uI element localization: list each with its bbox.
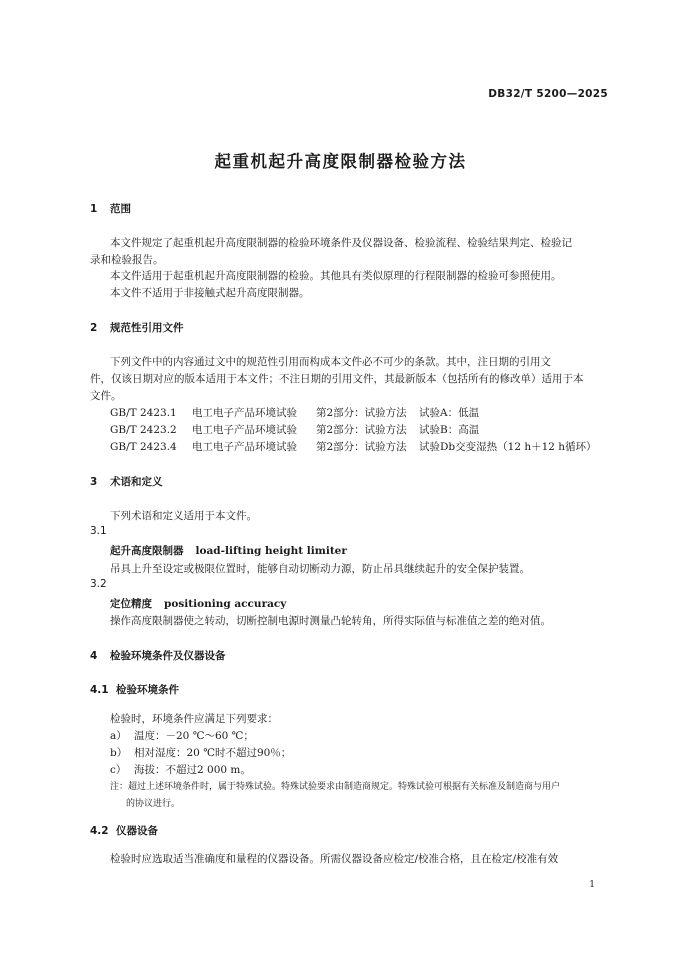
section-number: 3 bbox=[90, 476, 98, 488]
section-number: 2 bbox=[90, 322, 98, 334]
section-number: 1 bbox=[90, 203, 98, 215]
paragraph: 本文件适用于起重机起升高度限制器的检验。其他具有类似原理的行程限制器的检验可参照使用。 bbox=[110, 270, 562, 282]
paragraph: 本文件规定了起重机起升高度限制器的检验环境条件及仪器设备、检验流程、检验结果判定、检验记 bbox=[110, 237, 572, 249]
document-title: 起重机起升高度限制器检验方法 bbox=[214, 152, 467, 171]
page-number: 1 bbox=[589, 880, 595, 890]
section-2-heading bbox=[90, 320, 184, 335]
subsection-4-2-heading: 4.2 仪器设备 bbox=[90, 825, 158, 837]
section-title: 检验环境条件及仪器设备 bbox=[110, 650, 226, 662]
section-3-heading bbox=[90, 474, 163, 489]
paragraph: 件，仅该日期对应的版本适用于本文件；不注日期的引用文件，其最新版本（包括所有的修改单）适用于本 bbox=[90, 373, 584, 385]
term-definition: 吊具上升至设定或极限位置时，能够自动切断动力源，防止吊具继续起升的安全保护装置。 bbox=[110, 563, 530, 575]
paragraph: 下列文件中的内容通过文中的规范性引用而构成本文件必不可少的条款。其中，注日期的引用文 bbox=[110, 356, 551, 368]
term-definition: 操作高度限制器使之转动，切断控制电源时测量凸轮转角，所得实际值与标准值之差的绝对值。 bbox=[110, 615, 551, 627]
list-item: c） 海拔：不超过2 000 m。 bbox=[110, 764, 251, 776]
paragraph: 下列术语和定义适用于本文件。 bbox=[110, 510, 257, 522]
section-title: 术语和定义 bbox=[110, 476, 163, 488]
paragraph: 检验时应选取适当准确度和量程的仪器设备。所需仪器设备应检定/校准合格，且在检定/校准有效 bbox=[110, 853, 559, 865]
subsection-4-1-heading: 4.1 检验环境条件 bbox=[90, 684, 179, 696]
reference-item: GB/T 2423.4 电工电子产品环境试验 第2部分：试验方法 试验Db交变湿热（12 h＋12 h循环） bbox=[110, 441, 597, 453]
standard-code: DB32/T 5200—2025 bbox=[488, 88, 608, 100]
paragraph: 检验时，环境条件应满足下列要求： bbox=[110, 713, 278, 725]
section-1-heading bbox=[90, 201, 131, 216]
paragraph: 文件。 bbox=[90, 390, 122, 402]
section-number: 4 bbox=[90, 650, 98, 662]
term-heading: 定位精度 positioning accuracy bbox=[110, 598, 287, 610]
term-number: 3.1 bbox=[90, 525, 107, 537]
reference-item: GB/T 2423.1 电工电子产品环境试验 第2部分：试验方法 试验A：低温 bbox=[110, 407, 480, 419]
list-item: b） 相对湿度：20 ℃时不超过90％； bbox=[110, 747, 292, 759]
section-title: 规范性引用文件 bbox=[110, 322, 184, 334]
paragraph: 本文件不适用于非接触式起升高度限制器。 bbox=[110, 287, 310, 299]
section-title: 范围 bbox=[110, 203, 131, 215]
term-number: 3.2 bbox=[90, 578, 107, 590]
note: 注：超过上述环境条件时，属于特殊试验。特殊试验要求由制造商规定。特殊试验可根据有关标准及制造商与用户 bbox=[110, 782, 561, 792]
paragraph: 录和检验报告。 bbox=[90, 254, 164, 266]
section-4-heading bbox=[90, 648, 226, 663]
note: 的协议进行。 bbox=[126, 799, 181, 809]
reference-item: GB/T 2423.2 电工电子产品环境试验 第2部分：试验方法 试验B：高温 bbox=[110, 424, 480, 436]
list-item: a） 温度：－20 ℃～60 ℃； bbox=[110, 730, 254, 742]
term-heading: 起升高度限制器 load-lifting height limiter bbox=[110, 545, 347, 557]
